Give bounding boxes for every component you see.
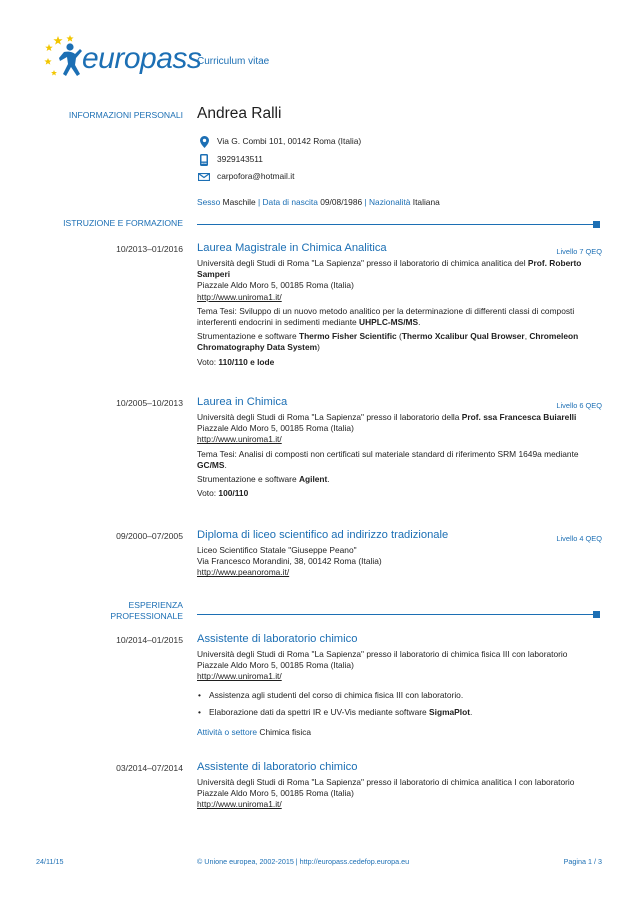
employer-address: Piazzale Aldo Moro 5, 00185 Roma (Italia) — [197, 788, 354, 799]
tool-name: Thermo Xcalibur Qual Browser — [401, 331, 525, 342]
vote-value: 110/110 e lode — [218, 356, 275, 367]
employer: Università degli Studi di Roma "La Sapienza" presso il laboratorio di chimica fisica III con laboratorio — [197, 649, 568, 659]
supervisor-name: Prof. ssa Francesca Buiarelli — [461, 412, 577, 422]
thesis-text: Tema Tesi: Analisi di composti non certificati sul materiale standard di riferimento SRM 1649a mediante — [197, 448, 579, 459]
education-entry — [197, 529, 602, 579]
europass-wordmark: europass — [82, 42, 202, 75]
thesis — [197, 306, 602, 328]
sex-label: Sesso — [197, 197, 221, 207]
education-date: 09/2000–07/2005 — [116, 531, 183, 541]
tools-end: . — [327, 474, 330, 485]
software-name: SigmaPlot — [429, 706, 470, 717]
institution-address: Via Francesco Morandini, 38, 00142 Roma (Italia) — [197, 556, 382, 567]
location-pin-icon — [197, 136, 211, 148]
address-text: Via G. Combi 101, 00142 Roma (Italia) — [217, 136, 362, 147]
vote — [197, 357, 602, 368]
education-title: Laurea Magistrale in Chimica Analitica — [197, 242, 387, 254]
email-row — [197, 171, 294, 183]
bullet-icon: • — [198, 689, 201, 700]
employer-address: Piazzale Aldo Moro 5, 00185 Roma (Italia) — [197, 660, 354, 671]
sector-label: Attività o settore — [197, 727, 258, 738]
section-divider — [197, 614, 597, 615]
tools — [197, 331, 602, 353]
section-label-experience — [20, 600, 183, 622]
institution — [197, 258, 602, 280]
thesis-end: . — [418, 317, 421, 328]
birth-label: Data di nascita — [262, 197, 318, 207]
institution-link[interactable]: http://www.uniroma1.it/ — [197, 291, 282, 302]
europass-logo — [44, 34, 202, 82]
footer-page-number: Pagina 1 / 3 — [563, 857, 602, 866]
bullet-icon: • — [198, 706, 201, 717]
mobile-phone-icon — [197, 154, 211, 166]
job-title: Assistente di laboratorio chimico — [197, 633, 358, 645]
employer-link[interactable]: http://www.uniroma1.it/ — [197, 671, 282, 682]
tools-separator: ( — [396, 331, 402, 342]
institution-address: Piazzale Aldo Moro 5, 00185 Roma (Italia) — [197, 423, 354, 434]
thesis-end: . — [224, 459, 227, 470]
education-date: 10/2005–10/2013 — [116, 398, 183, 408]
section-marker — [593, 611, 600, 618]
separator: | — [255, 197, 263, 207]
list-item — [197, 690, 602, 701]
thesis-text: Tema Tesi: Sviluppo di un nuovo metodo analitico per la determinazione di differenti classi di composti interferenti endocrini in sedimenti mediante — [197, 305, 575, 328]
document-title: Curriculum vitae — [197, 56, 270, 67]
supervisor-name: Prof. Roberto Samperi — [197, 258, 582, 280]
education-entry — [197, 242, 602, 368]
thesis — [197, 449, 602, 471]
tools-separator: , — [524, 331, 530, 342]
institution-link[interactable]: http://www.peanoroma.it/ — [197, 567, 290, 578]
institution-text: Università degli Studi di Roma "La Sapienza" presso il laboratorio della — [197, 412, 462, 422]
employer: Università degli Studi di Roma "La Sapienza" presso il laboratorio di chimica analitica I con laboratorio — [197, 777, 575, 787]
tools-end: ) — [317, 342, 320, 353]
sex-value: Maschile — [222, 197, 256, 207]
qualification-level: Livello 6 QEQ — [556, 401, 602, 410]
qualification-level: Livello 7 QEQ — [556, 247, 602, 256]
list-item-text: Elaborazione dati da spettri IR e UV-Vis mediante software — [209, 706, 430, 717]
envelope-icon — [197, 173, 211, 181]
phone-row — [197, 154, 263, 166]
vote-label: Voto: — [197, 488, 219, 499]
qualification-level: Livello 4 QEQ — [556, 534, 602, 543]
institution-text: Università degli Studi di Roma "La Sapienza" presso il laboratorio di chimica analitica del — [197, 258, 528, 268]
education-entry — [197, 396, 602, 499]
education-title: Diploma di liceo scientifico ad indirizzo tradizionale — [197, 529, 449, 541]
institution-link[interactable]: http://www.uniroma1.it/ — [197, 434, 282, 445]
email-link[interactable]: carpofora@hotmail.it — [217, 171, 295, 182]
tools — [197, 474, 602, 485]
nationality-value: Italiana — [412, 197, 440, 207]
tool-name: Agilent — [298, 474, 328, 485]
birth-value: 09/08/1986 — [320, 197, 363, 207]
list-item-end: . — [470, 706, 473, 717]
personal-details-line — [197, 197, 440, 208]
education-date: 10/2013–01/2016 — [116, 244, 183, 254]
footer-copyright[interactable]: © Unione europea, 2002-2015 | http://europass.cedefop.europa.eu — [197, 857, 410, 866]
vote-label: Voto: — [197, 356, 219, 367]
section-divider — [197, 224, 597, 225]
phone-text: 3929143511 — [217, 154, 263, 165]
experience-date: 03/2014–07/2014 — [116, 763, 183, 773]
tool-name: Thermo Fisher Scientific — [298, 331, 397, 342]
institution-address: Piazzale Aldo Moro 5, 00185 Roma (Italia) — [197, 280, 354, 291]
address-row — [197, 136, 361, 148]
experience-entry — [197, 633, 602, 738]
list-item-text: Assistenza agli studenti del corso di chimica fisica III con laboratorio. — [209, 689, 464, 700]
section-label-line: PROFESSIONALE — [110, 611, 183, 622]
education-title: Laurea in Chimica — [197, 396, 288, 408]
nationality-label: Nazionalità — [369, 197, 411, 207]
tool-name: Chromeleon Chromatography Data System — [197, 331, 579, 353]
footer-date: 24/11/15 — [36, 857, 64, 866]
experience-date: 10/2014–01/2015 — [116, 635, 183, 645]
thesis-technique: UHPLC-MS/MS — [359, 317, 419, 328]
vote-value: 100/110 — [218, 488, 249, 499]
vote — [197, 488, 602, 499]
employer-link[interactable]: http://www.uniroma1.it/ — [197, 799, 282, 810]
person-name: Andrea Ralli — [197, 105, 282, 122]
list-item — [197, 707, 602, 718]
tools-label: Strumentazione e software — [197, 474, 299, 485]
separator: | — [362, 197, 369, 207]
experience-entry — [197, 761, 602, 811]
section-label-line: ESPERIENZA — [128, 600, 183, 610]
sector-value: Chimica fisica — [259, 727, 312, 738]
institution: Liceo Scientifico Statale "Giuseppe Peano" — [197, 545, 357, 555]
section-marker — [593, 221, 600, 228]
job-title: Assistente di laboratorio chimico — [197, 761, 358, 773]
tools-label: Strumentazione e software — [197, 331, 299, 342]
section-label-personal-info: INFORMAZIONI PERSONALI — [68, 110, 183, 120]
institution — [197, 412, 602, 423]
section-label-education: ISTRUZIONE E FORMAZIONE — [63, 218, 183, 228]
thesis-technique: GC/MS — [197, 459, 225, 470]
sector — [197, 727, 602, 738]
